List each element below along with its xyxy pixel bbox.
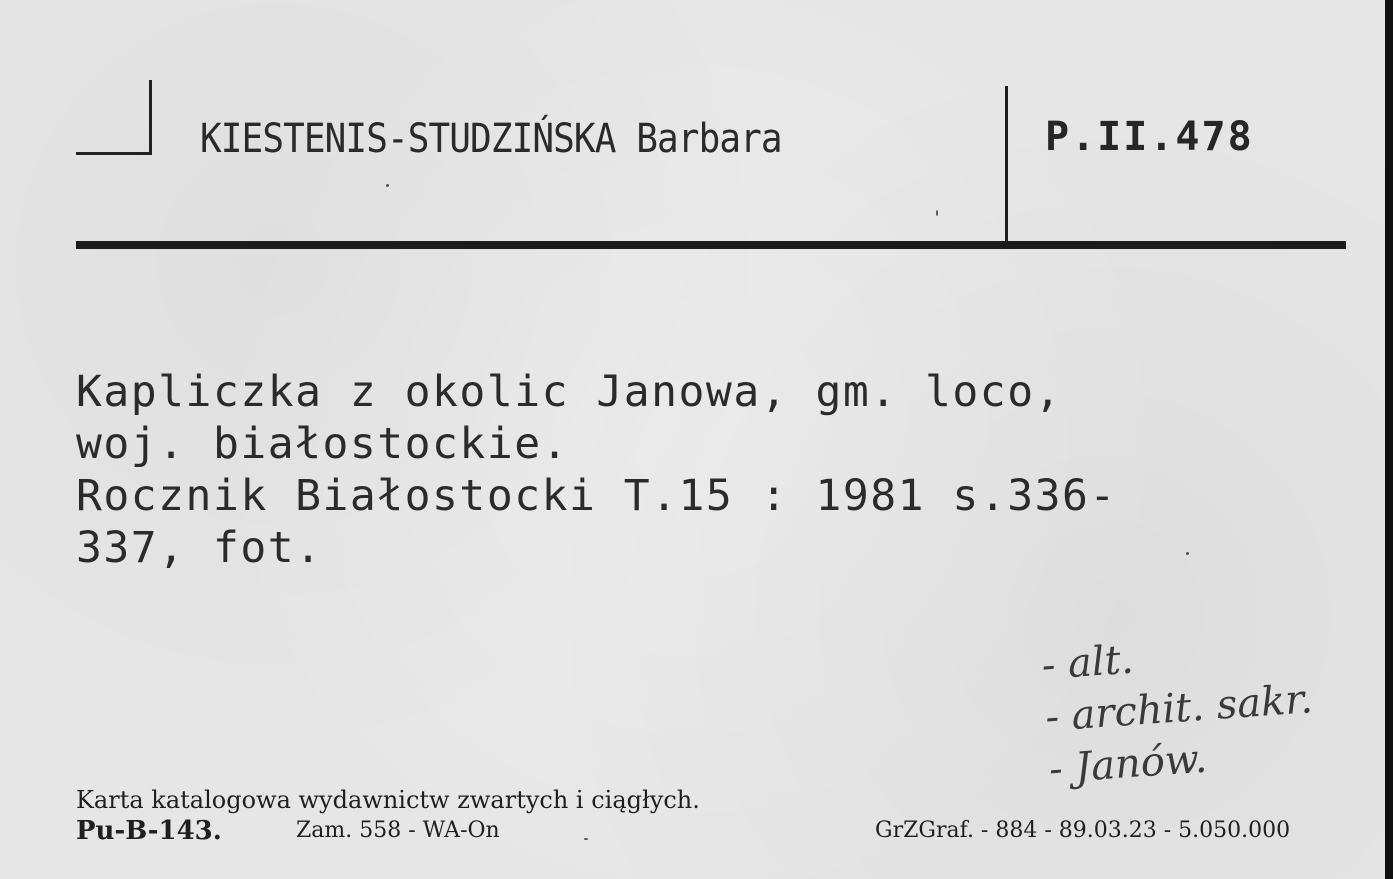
- paper-speck: [936, 210, 938, 216]
- paper-speck: [1186, 552, 1189, 555]
- corner-mark-vertical: [149, 80, 152, 155]
- handwritten-notes: [1040, 621, 1318, 795]
- paper-speck: [386, 184, 389, 187]
- description-line: 337, fot.: [76, 523, 323, 573]
- handwritten-note: - alt.: [1040, 636, 1135, 689]
- order-number: Zam. 558 - WA-On: [296, 818, 500, 843]
- footer-title: Karta katalogowa wydawnictw zwartych i ciągłych.: [76, 786, 700, 814]
- handwritten-note: - Janów.: [1047, 735, 1209, 793]
- corner-mark: [76, 80, 152, 155]
- author-heading: KIESTENIS-STUDZIŃSKA Barbara: [200, 116, 782, 162]
- header-divider: [1005, 86, 1008, 241]
- paper-speck: [584, 838, 588, 840]
- description-line: woj. białostockie.: [76, 419, 569, 469]
- printer-imprint: GrZGraf. - 884 - 89.03.23 - 5.050.000: [875, 818, 1291, 843]
- form-code: Pu-B-143.: [76, 816, 222, 846]
- shelfmark: P.II.478: [1045, 114, 1254, 160]
- corner-mark-horizontal: [76, 152, 152, 155]
- description-line: Rocznik Białostocki T.15 : 1981 s.336-: [76, 471, 1117, 521]
- description-block: [76, 366, 1117, 574]
- handwritten-note: - archit. sakr.: [1043, 676, 1315, 741]
- description-line: Kapliczka z okolic Janowa, gm. loco,: [76, 367, 1062, 417]
- header-rule: [76, 241, 1346, 249]
